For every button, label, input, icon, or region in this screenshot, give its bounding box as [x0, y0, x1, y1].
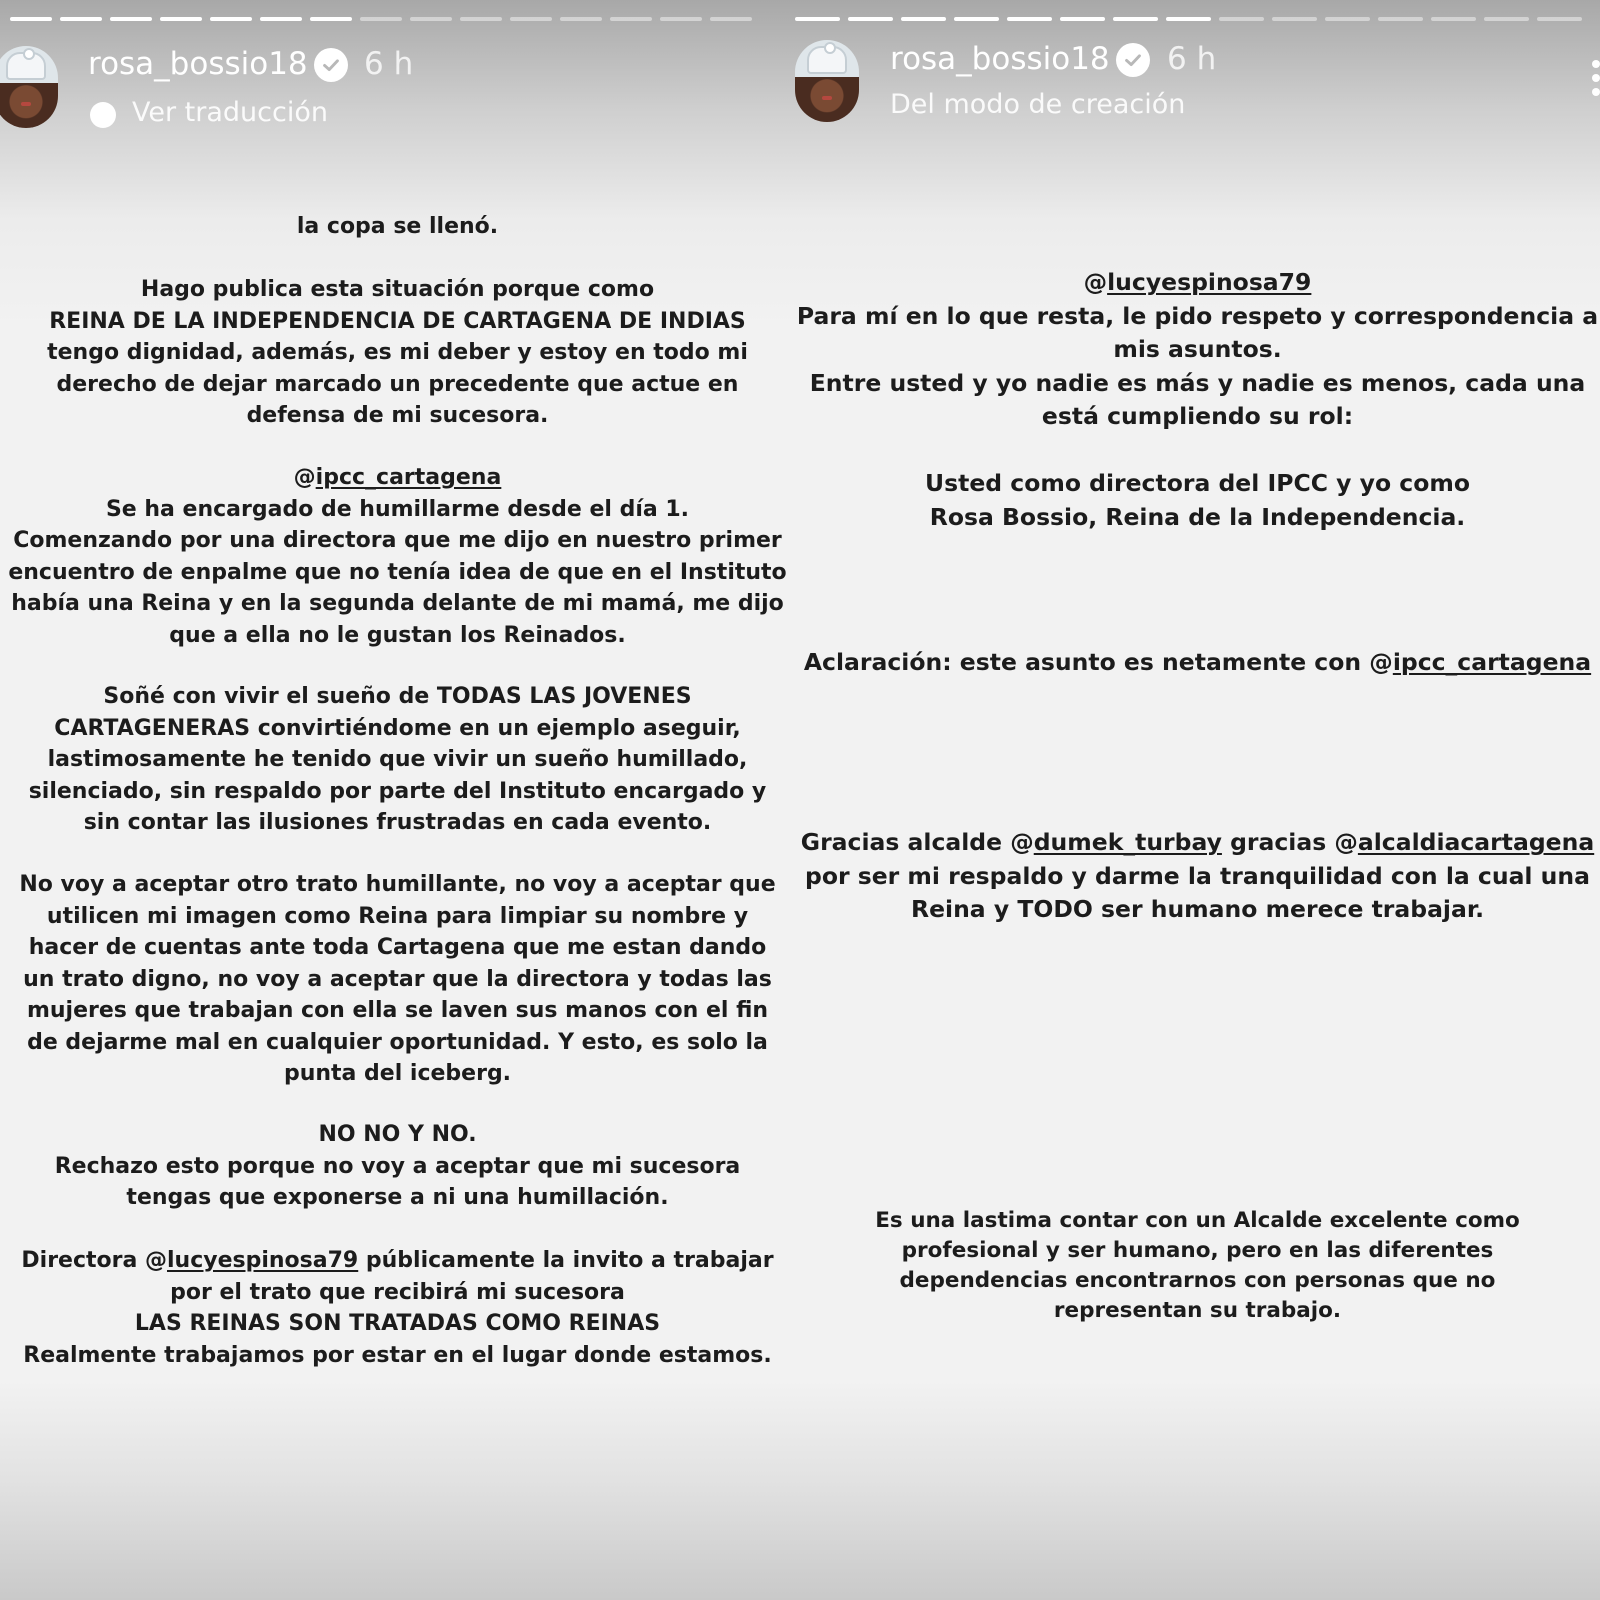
crown-icon: [6, 52, 46, 80]
text-segment: silenciado, sin respaldo por parte del Instituto encargado y: [28, 778, 767, 804]
text-segment: Rechazo esto porque no voy a aceptar que mi sucesora: [54, 1153, 741, 1179]
text-segment: lastimosamente he tenido que vivir un sueño humillado,: [47, 747, 748, 772]
progress-segment: [901, 17, 946, 21]
avatar[interactable]: [0, 46, 58, 128]
mention-link[interactable]: ipcc_cartagena: [1392, 648, 1592, 676]
text-line: [0, 1151, 795, 1183]
text-line: [0, 525, 795, 557]
progress-segment: [110, 17, 152, 21]
text-line: [795, 893, 1600, 927]
text-segment: NO NO Y NO.: [318, 1122, 477, 1147]
progress-segment: [1325, 17, 1370, 21]
text-segment: gracias @: [1221, 828, 1358, 856]
post-time: 6 h: [364, 46, 414, 82]
text-line: [0, 713, 795, 745]
story-paragraph: [0, 274, 795, 432]
text-line: [795, 1296, 1600, 1326]
post-time: 6 h: [1167, 41, 1217, 77]
text-segment: Para mí en lo que resta, le pido respeto y correspondencia a: [796, 301, 1599, 330]
progress-segment: [10, 17, 52, 21]
text-segment: tengas que exponerse a ni una humillación.: [126, 1185, 669, 1210]
text-line: [0, 306, 795, 338]
text-line: [795, 300, 1600, 334]
progress-segment: [795, 17, 840, 21]
story-paragraph: [0, 211, 795, 243]
text-line: [795, 1236, 1600, 1266]
text-line: [795, 266, 1600, 300]
text-segment: tengo dignidad, además, es mi deber y estoy en todo mi: [47, 340, 748, 365]
text-segment: derecho de dejar marcado un precedente que actue en: [56, 371, 739, 397]
avatar[interactable]: [795, 40, 859, 122]
progress-segment: [1484, 17, 1529, 21]
text-segment: punta del iceberg.: [283, 1061, 512, 1086]
crown-icon: [807, 46, 847, 74]
progress-segment: [410, 17, 452, 21]
story-paragraph: [795, 467, 1600, 534]
story-progress-bar: [0, 17, 795, 22]
progress-segment: [1166, 17, 1211, 21]
text-line: [0, 557, 795, 589]
text-line: [0, 901, 795, 933]
text-line: [0, 1277, 795, 1309]
text-line: [795, 333, 1600, 367]
story-paragraph: [795, 826, 1600, 927]
progress-segment: [310, 17, 352, 21]
progress-segment: [848, 17, 893, 21]
text-segment: Aclaración: este asunto es netamente con @: [803, 648, 1393, 676]
text-line: [0, 211, 795, 243]
story-paragraph: [795, 646, 1600, 680]
text-line: [0, 1119, 795, 1151]
progress-segment: [710, 17, 752, 21]
text-segment: Entre usted y yo nadie es más y nadie es menos, cada una: [809, 368, 1586, 397]
text-line: [795, 1266, 1600, 1296]
text-line: [795, 400, 1600, 434]
progress-segment: [1378, 17, 1423, 21]
text-line: [0, 744, 795, 776]
text-segment: Hago publica esta situación porque como: [140, 277, 655, 302]
text-segment: CARTAGENERAS convirtiéndome en un ejemplo aseguir,: [54, 715, 741, 741]
story-paragraph: [0, 869, 795, 1090]
text-segment: @: [293, 465, 316, 490]
text-segment: Gracias alcalde @: [800, 828, 1034, 856]
text-line: [0, 494, 795, 526]
text-segment: Realmente trabajamos por estar en el lugar donde estamos.: [23, 1342, 772, 1368]
text-line: [0, 1058, 795, 1090]
text-line: [795, 860, 1600, 894]
creation-mode-label: Del modo de creación: [890, 89, 1186, 120]
progress-segment: [60, 17, 102, 21]
story-paragraph: [0, 1245, 795, 1371]
mention-link[interactable]: lucyespinosa79: [1107, 268, 1312, 296]
text-line: [0, 462, 795, 494]
progress-segment: [660, 17, 702, 21]
text-segment: Rosa Bossio, Reina de la Independencia.: [929, 502, 1466, 531]
progress-segment: [1113, 17, 1158, 21]
text-segment: LAS REINAS SON TRATADAS COMO REINAS: [134, 1311, 661, 1336]
text-segment: Es una lastima contar con un Alcalde excelente como: [875, 1208, 1520, 1233]
text-segment: Usted como directora del IPCC y yo como: [925, 469, 1470, 497]
text-segment: Comenzando por una directora que me dijo en nuestro primer: [13, 528, 782, 553]
text-line: [795, 826, 1600, 860]
text-line: [795, 646, 1600, 680]
story-paragraph: [795, 1206, 1600, 1326]
text-segment: REINA DE LA INDEPENDENCIA DE CARTAGENA DE INDIAS: [49, 308, 746, 334]
verified-badge-icon: [314, 48, 348, 82]
text-line: [0, 1308, 795, 1340]
text-segment: @: [1083, 268, 1108, 296]
text-line: [0, 869, 795, 901]
text-line: [0, 807, 795, 839]
text-line: [795, 467, 1600, 501]
text-segment: mujeres que trabajan con ella se laven sus manos con el fin: [26, 998, 769, 1023]
text-segment: Soñé con vivir el sueño de TODAS LAS JOVENES: [103, 684, 692, 709]
text-segment: profesional y ser humano, pero en las diferentes: [901, 1238, 1494, 1263]
progress-segment: [1219, 17, 1264, 21]
text-segment: encuentro de enpalme que no tenía idea de que en el Instituto: [8, 559, 787, 585]
text-segment: por el trato que recibirá mi sucesora: [170, 1279, 625, 1305]
more-options-icon[interactable]: [1592, 60, 1600, 102]
text-line: [0, 274, 795, 306]
story-paragraph: [0, 462, 795, 651]
text-segment: utilicen mi imagen como Reina para limpiar su nombre y: [46, 903, 749, 929]
progress-segment: [1272, 17, 1317, 21]
text-segment: había una Reina y en la segunda delante de mi mamá, me dijo: [11, 591, 784, 616]
progress-segment: [460, 17, 502, 21]
progress-segment: [1007, 17, 1052, 21]
verified-badge-icon: [1116, 43, 1150, 77]
story-progress-bar: [795, 17, 1600, 22]
text-segment: Se ha encargado de humillarme desde el día 1.: [105, 496, 690, 522]
text-segment: Reina y TODO ser humano merece trabajar.: [910, 895, 1485, 923]
text-line: [0, 620, 795, 652]
mention-link[interactable]: dumek_turbay: [1033, 828, 1222, 856]
text-line: [0, 369, 795, 401]
mention-link[interactable]: alcaldiacartagena: [1357, 828, 1595, 856]
text-segment: Directora @: [21, 1248, 167, 1273]
progress-segment: [1060, 17, 1105, 21]
text-line: [795, 367, 1600, 401]
story-right[interactable]: [795, 0, 1600, 1600]
story-left[interactable]: [0, 0, 795, 1600]
text-line: [0, 1182, 795, 1214]
text-line: [795, 501, 1600, 535]
text-segment: mis asuntos.: [1113, 335, 1282, 363]
progress-segment: [510, 17, 552, 21]
text-line: [0, 776, 795, 808]
text-segment: representan su trabajo.: [1053, 1298, 1342, 1323]
text-segment: de dejarme mal en cualquier oportunidad. Y esto, es solo la: [27, 1029, 768, 1055]
text-line: [0, 1245, 795, 1277]
username[interactable]: rosa_bossio18: [890, 41, 1110, 77]
text-segment: que a ella no le gustan los Reinados.: [169, 622, 626, 648]
story-paragraph: [0, 1119, 795, 1214]
text-line: [0, 932, 795, 964]
text-segment: un trato digno, no voy a aceptar que la directora y todas las: [23, 966, 772, 992]
text-line: [0, 1027, 795, 1059]
progress-segment: [1431, 17, 1476, 21]
progress-segment: [610, 17, 652, 21]
progress-segment: [360, 17, 402, 21]
text-segment: está cumpliendo su rol:: [1041, 402, 1354, 430]
translate-icon[interactable]: [90, 102, 116, 128]
progress-segment: [1537, 17, 1582, 21]
story-paragraph: [795, 266, 1600, 434]
text-line: [0, 1340, 795, 1372]
progress-segment: [210, 17, 252, 21]
text-segment: por ser mi respaldo y darme la tranquilidad con la cual una: [805, 861, 1590, 890]
see-translation-link[interactable]: Ver traducción: [132, 97, 328, 128]
text-segment: la copa se llenó.: [296, 214, 499, 239]
story-paragraph: [0, 681, 795, 839]
progress-segment: [160, 17, 202, 21]
mention-link[interactable]: lucyespinosa79: [167, 1248, 359, 1273]
text-line: [0, 964, 795, 996]
text-line: [0, 337, 795, 369]
text-segment: sin contar las ilusiones frustradas en cada evento.: [83, 810, 712, 835]
text-segment: públicamente la invito a trabajar: [358, 1248, 774, 1273]
text-line: [795, 1206, 1600, 1236]
progress-segment: [260, 17, 302, 21]
progress-segment: [560, 17, 602, 21]
text-segment: No voy a aceptar otro trato humillante, no voy a aceptar que: [19, 872, 776, 897]
text-line: [0, 995, 795, 1027]
text-line: [0, 681, 795, 713]
text-segment: defensa de mi sucesora.: [246, 403, 549, 428]
text-line: [0, 400, 795, 432]
text-segment: dependencias encontrarnos con personas que no: [899, 1268, 1496, 1293]
text-line: [0, 588, 795, 620]
progress-segment: [954, 17, 999, 21]
text-segment: hacer de cuentas ante toda Cartagena que me estan dando: [28, 935, 767, 960]
username[interactable]: rosa_bossio18: [88, 46, 308, 82]
mention-link[interactable]: ipcc_cartagena: [315, 465, 502, 490]
